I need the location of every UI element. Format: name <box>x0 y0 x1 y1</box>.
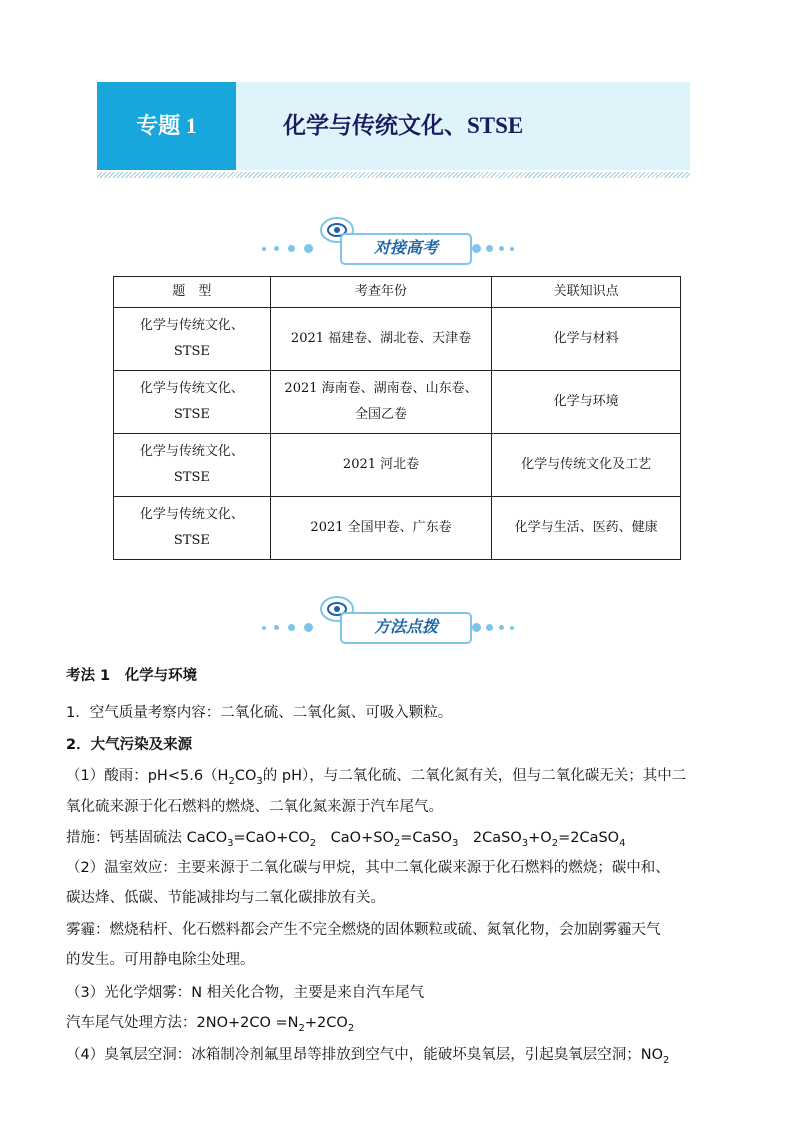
dots-right <box>472 243 552 255</box>
cell-type: 化学与传统文化、STSE <box>114 371 271 434</box>
cell-type: 化学与传统文化、STSE <box>114 434 271 497</box>
table-row <box>114 497 681 560</box>
paragraph: 雾霾：燃烧秸杆、化石燃料都会产生不完全燃烧的固体颗粒或硫、氮氧化物，会加剧雾霾天气 <box>66 922 661 938</box>
dots-right <box>472 622 552 634</box>
paragraph: 1．空气质量考察内容：二氧化硫、二氧化氮、可吸入颗粒。 <box>66 705 453 721</box>
dots-left <box>258 622 338 634</box>
dots-left <box>258 243 338 255</box>
cell-type: 化学与传统文化、STSE <box>114 497 271 560</box>
method-heading: 考法 1 化学与环境 <box>66 668 198 684</box>
paragraph: 氧化硫来源于化石燃料的燃烧、二氧化氮来源于汽车尾气。 <box>66 799 443 815</box>
table-row <box>114 434 681 497</box>
header-type: 题 型 <box>114 277 271 308</box>
cell-knowledge: 化学与传统文化及工艺 <box>492 434 681 497</box>
paragraph: 措施：钙基固硫法 $CaCO_3=CaO+CO_2$ $CaO+SO_2=CaSO_3$ $2CaSO_3+O_2=2CaSO_4$ <box>66 830 626 849</box>
section-label: 对接高考 <box>340 233 472 265</box>
section-badge-method <box>258 612 548 642</box>
header-year: 考查年份 <box>270 277 492 308</box>
table-row <box>114 308 681 371</box>
cell-year: 2021 全国甲卷、广东卷 <box>270 497 492 560</box>
cell-type: 化学与传统文化、STSE <box>114 308 271 371</box>
cell-year: 2021 河北卷 <box>270 434 492 497</box>
paragraph: （3）光化学烟雾：N 相关化合物，主要是来自汽车尾气 <box>66 985 425 1001</box>
exam-table <box>113 276 681 560</box>
banner-stripe <box>97 172 690 178</box>
section-badge-gaokao <box>258 233 548 263</box>
cell-knowledge: 化学与环境 <box>492 371 681 434</box>
cell-knowledge: 化学与材料 <box>492 308 681 371</box>
paragraph: 2．大气污染及来源 <box>66 737 193 753</box>
topic-number: 专题 1 <box>97 82 236 170</box>
topic-title: 化学与传统文化、STSE <box>283 113 524 138</box>
paragraph: （1）酸雨：$pH<5.6(H_2CO_3$的 pH），与二氧化硫、二氧化氮有关，但与二氧化碳无关；其中二 <box>66 768 687 787</box>
paragraph: （4）臭氧层空洞：冰箱制冷剂氟里昂等排放到空气中，能破坏臭氧层，引起臭氧层空洞；$NO_2$ <box>66 1047 670 1066</box>
cell-knowledge: 化学与生活、医药、健康 <box>492 497 681 560</box>
paragraph: 碳达烽、低碳、节能减排均与二氧化碳排放有关。 <box>66 890 385 906</box>
header-knowledge: 关联知识点 <box>492 277 681 308</box>
topic-banner <box>97 82 690 170</box>
cell-year: 2021 福建卷、湖北卷、天津卷 <box>270 308 492 371</box>
table-header-row <box>114 277 681 308</box>
cell-year: 2021 海南卷、湖南卷、山东卷、全国乙卷 <box>270 371 492 434</box>
table-row <box>114 371 681 434</box>
paragraph: （2）温室效应：主要来源于二氧化碳与甲烷，其中二氧化碳来源于化石燃料的燃烧；碳中和、 <box>66 860 670 876</box>
paragraph: 的发生。可用静电除尘处理。 <box>66 952 255 968</box>
section-label: 方法点拨 <box>340 612 472 644</box>
paragraph: 汽车尾气处理方法：$2NO+2CO =N_2+2CO_2$ <box>66 1015 355 1034</box>
